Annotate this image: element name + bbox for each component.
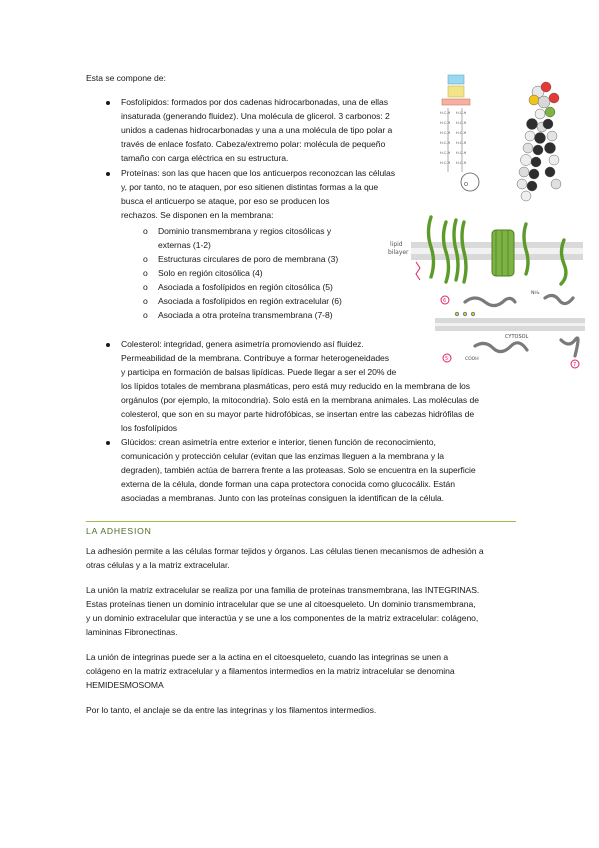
glucidos-line: degraden), también actúa de barrera frente a las proteasas. Solo se encuentra en la superficie: [121, 465, 476, 475]
fosfolipidos-line: tamaño con carga eléctrica en su estructura.: [121, 153, 289, 163]
colesterol-line: orgánulos (por ejemplo, la mitocondria). Solo está en la membrana animales. Las moléculas de: [121, 395, 479, 405]
colesterol-line: y participa en formación de balsas lipídicas. Puede llegar a ser el 20% de: [121, 367, 397, 377]
protein-type-5: Asociada a fosfolípidos en región extracelular (6): [158, 296, 342, 306]
proteinas-line: busca el anticuerpo se ataque, por eso se producen los: [121, 196, 330, 206]
paragraph-line: HEMIDESMOSOMA: [86, 680, 164, 690]
paragraph-line: y un dominio extracelular que interactúa y se une a los componentes de la matriz extracelular: colágeno,: [86, 613, 479, 623]
sub-bullet-o: o: [143, 296, 148, 306]
proteinas-line: Proteínas: son las que hacen que los anticuerpos reconozcan las células: [121, 168, 396, 178]
sub-bullet-o: o: [143, 254, 148, 264]
proteinas-line: rechazos. Se disponen en la membrana:: [121, 210, 274, 220]
svg-text:H-C-H: H-C-H: [440, 161, 451, 165]
protein-type-1: Dominio transmembrana y regios citosólicas y: [158, 226, 332, 236]
bullet-fosfolipidos: [106, 101, 110, 105]
svg-text:H-C-H: H-C-H: [440, 121, 451, 125]
paragraph-line: lamininas Fibronectinas.: [86, 627, 178, 637]
svg-text:H-C-H: H-C-H: [456, 111, 467, 115]
cytosol-label: CYTOSOL: [505, 334, 529, 340]
lipid-label: lipid: [390, 241, 403, 248]
svg-text:H-C-H: H-C-H: [440, 111, 451, 115]
glucidos-line: Glúcidos: crean asimetría entre exterior e interior, tienen función de reconocimiento,: [121, 437, 436, 447]
svg-text:H-C-H: H-C-H: [456, 131, 467, 135]
paragraph-line: Estas proteínas tienen un dominio intracelular que se une al citoesqueleto. Un dominio transmembrana,: [86, 599, 476, 609]
glucidos-line: asociadas a membranas. Junto con las proteínas consiguen la identifican de la célula.: [121, 493, 444, 503]
bullet-glucidos: [106, 441, 110, 445]
sub-bullet-o: o: [143, 282, 148, 292]
colesterol-line: colesterol, que son en su mayor parte hidrofóbicas, se insertan entre las cabezas hidrófilas de: [121, 409, 475, 419]
protein-type-1-cont: externas (1-2): [158, 240, 211, 250]
bullet-colesterol: [106, 343, 110, 347]
glucidos-line: externa de la célula, donde forman una capa protectora conocida como glucocálix. Están: [121, 479, 455, 489]
svg-text:H-C-H: H-C-H: [456, 161, 467, 165]
svg-text:H-C-H: H-C-H: [456, 151, 467, 155]
svg-text:H-C-H: H-C-H: [456, 141, 467, 145]
protein-type-3: Solo en región citosólica (4): [158, 268, 263, 278]
colesterol-line: los lípidos totales de membrana plasmáticas, pero está muy reducido en la membrana de los: [121, 381, 471, 391]
bullet-proteinas: [106, 172, 110, 176]
paragraph-line: otras células y a la matriz extracelular.: [86, 560, 230, 570]
membrane-proteins-figure: [386, 212, 586, 292]
paragraph-line: Por lo tanto, el anclaje se da entre las integrinas y los filamentos intermedios.: [86, 705, 377, 715]
protein-type-2: Estructuras circulares de poro de membrana (3): [158, 254, 339, 264]
colesterol-line: Permeabilidad de la membrana. Contribuye a formar heterogeneidades: [121, 353, 390, 363]
fosfolipidos-line: unidos a cadenas hidrocarbonadas y una a una molécula de tipo polar a: [121, 125, 393, 135]
fosfolipidos-line: Fosfolípidos: formados por dos cadenas hidrocarbonadas, una de ellas: [121, 97, 388, 107]
sub-bullet-o: o: [143, 226, 148, 236]
figure-num-6: 6: [443, 298, 447, 304]
protein-association-figure: [435, 288, 585, 370]
fosfolipidos-line: través de enlace fosfato. Cabeza/extremo polar: molécula de pequeño: [121, 139, 386, 149]
intro-text: Esta se compone de:: [86, 73, 166, 83]
svg-text:H-C-H: H-C-H: [440, 131, 451, 135]
svg-text:H-C-H: H-C-H: [440, 151, 451, 155]
paragraph-line: La unión de integrinas puede ser a la actina en el citoesqueleto, cuando las integrinas se unen a: [86, 652, 449, 662]
sub-bullet-o: o: [143, 310, 148, 320]
figure-num-7: 7: [573, 362, 577, 368]
cooh-label: COOH: [465, 357, 479, 362]
svg-text:H-C-H: H-C-H: [440, 141, 451, 145]
colesterol-line: Colesterol: integridad, genera asimetría promoviendo así fluidez.: [121, 339, 364, 349]
paragraph-line: La unión la matriz extracelular se realiza por una familia de proteínas transmembrana, las INTEGRINAS.: [86, 585, 480, 595]
svg-text:H-C-H: H-C-H: [456, 121, 467, 125]
section-rule: [86, 521, 516, 522]
nh2-label: NH₂: [531, 291, 540, 296]
proteinas-line: y, por tanto, no te ataquen, por eso sitienen distintas formas a la que: [121, 182, 379, 192]
protein-type-6: Asociada a otra proteína transmembrana (7-8): [158, 310, 333, 320]
paragraph-line: colágeno en la matriz extracelular y a filamentos intermedios en la matriz intracelular se denomina: [86, 666, 455, 676]
bilayer-label: bilayer: [388, 249, 409, 256]
colesterol-line: los fosfolípidos: [121, 423, 178, 433]
paragraph-line: La adhesión permite a las células formar tejidos y órganos. Las células tienen mecanismos de adhesión a: [86, 546, 484, 556]
section-heading-adhesion: LA ADHESION: [86, 526, 152, 536]
fosfolipidos-line: insaturada (generando fluidez). Una molécula de glicerol. 3 carbonos: 2: [121, 111, 390, 121]
sub-bullet-o: o: [143, 268, 148, 278]
protein-type-4: Asociada a fosfolípidos en región citosólica (5): [158, 282, 333, 292]
glucidos-line: comunicación y protección celular (evitan que las enzimas lleguen a la membrana y la: [121, 451, 445, 461]
phospholipid-molecule-figure: [430, 72, 590, 207]
figure-num-5: 5: [445, 356, 449, 362]
svg-text:O: O: [464, 182, 468, 188]
